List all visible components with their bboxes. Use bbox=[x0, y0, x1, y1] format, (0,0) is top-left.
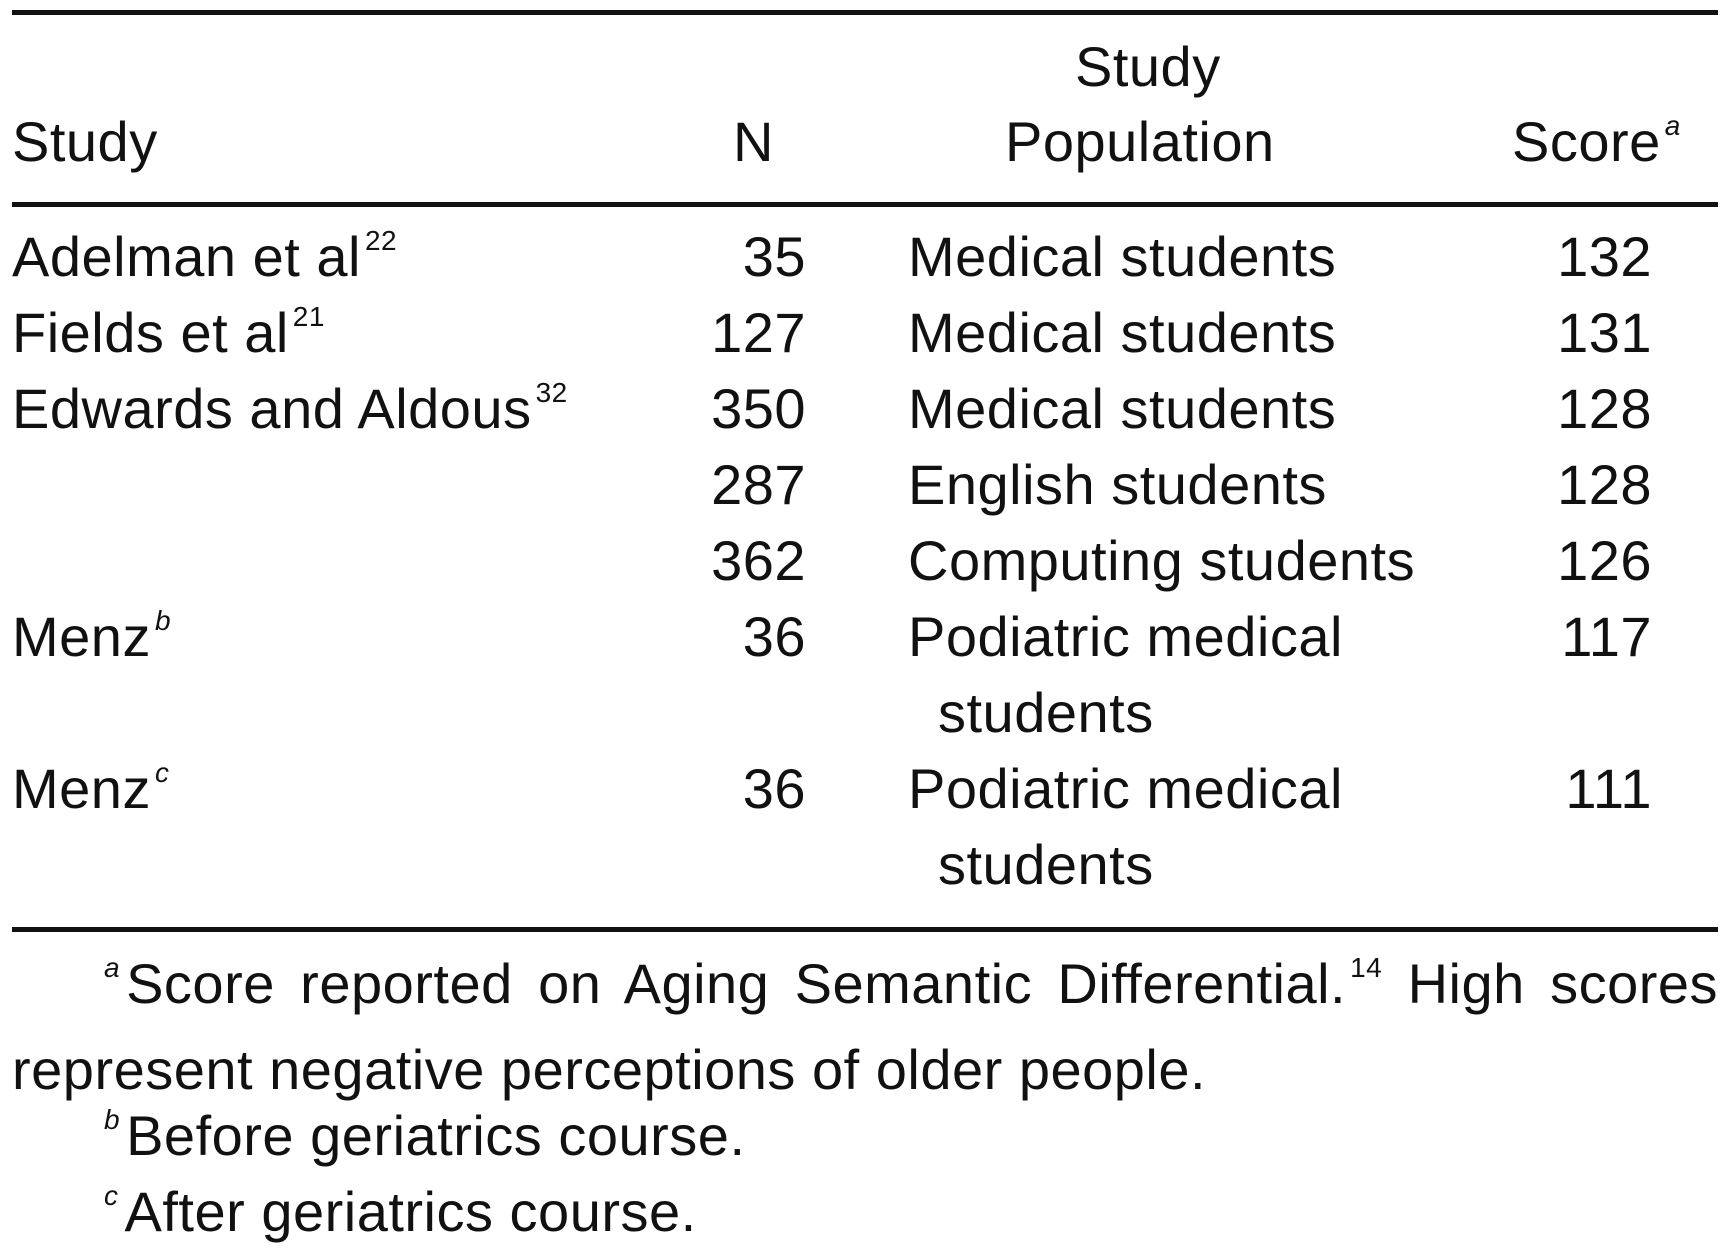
table-row-score: 128 bbox=[1557, 377, 1652, 440]
study-footnote-mark: c bbox=[154, 757, 170, 788]
header-score bbox=[1512, 110, 1681, 174]
table-row-score: 132 bbox=[1557, 225, 1652, 288]
bottom-rule bbox=[12, 927, 1718, 932]
study-reference: 22 bbox=[364, 225, 398, 256]
table-row-score: 126 bbox=[1557, 529, 1652, 592]
table-row-population: Medical students bbox=[908, 301, 1337, 364]
table-row-n: 35 bbox=[742, 225, 806, 288]
table-row-population: English students bbox=[908, 453, 1327, 516]
study-name: Edwards and Aldous bbox=[12, 377, 532, 440]
footnote-a bbox=[12, 946, 1718, 1108]
footnote-c-mark: c bbox=[104, 1180, 119, 1211]
table-row-n: 362 bbox=[711, 529, 806, 592]
table-row-study bbox=[12, 301, 325, 365]
header-population-line2: Population bbox=[1005, 110, 1275, 173]
table-row-population: Computing students bbox=[908, 529, 1416, 592]
footnote-a-text1: Score reported on Aging Semantic Differential. bbox=[126, 952, 1347, 1015]
study-name: Menz bbox=[12, 605, 151, 668]
footnote-c-text: After geriatrics course. bbox=[124, 1180, 697, 1243]
header-study: Study bbox=[12, 110, 158, 173]
table-row-score: 111 bbox=[1565, 757, 1652, 820]
study-footnote-mark: b bbox=[154, 605, 172, 636]
header-population-line1: Study bbox=[1075, 35, 1221, 98]
table-row-population-continued: students bbox=[938, 833, 1154, 896]
table-row-score: 128 bbox=[1557, 453, 1652, 516]
table-row-n: 127 bbox=[711, 301, 806, 364]
footnote-b-text: Before geriatrics course. bbox=[126, 1104, 746, 1167]
footnote-a-mark: a bbox=[104, 952, 121, 983]
header-score-label: Score bbox=[1512, 110, 1661, 173]
table-row-n: 350 bbox=[711, 377, 806, 440]
study-reference: 21 bbox=[292, 301, 325, 332]
table-row-population: Podiatric medical bbox=[908, 757, 1343, 820]
table-row-n: 36 bbox=[742, 605, 806, 668]
footnote-a-text2: High scores represent negative perceptions of older people. bbox=[12, 952, 1719, 1101]
footnote-b bbox=[12, 1098, 1730, 1184]
header-n: N bbox=[733, 110, 774, 173]
table-row-population-continued: students bbox=[938, 681, 1154, 744]
table-row-study bbox=[12, 377, 568, 441]
study-name: Adelman et al bbox=[12, 225, 361, 288]
footnote-a-reference: 14 bbox=[1350, 952, 1383, 983]
table-row-study bbox=[12, 757, 169, 821]
table-row-population: Podiatric medical bbox=[908, 605, 1343, 668]
study-reference: 32 bbox=[535, 377, 568, 408]
study-name: Fields et al bbox=[12, 301, 289, 364]
header-score-footnote-mark: a bbox=[1664, 110, 1681, 141]
top-rule bbox=[12, 10, 1718, 15]
study-name: Menz bbox=[12, 757, 151, 820]
table-row-population: Medical students bbox=[908, 225, 1337, 288]
footnote-b-mark: b bbox=[104, 1104, 121, 1135]
header-rule bbox=[12, 202, 1718, 207]
table-row-study bbox=[12, 225, 397, 289]
table-row-study bbox=[12, 605, 171, 669]
table-row-n: 36 bbox=[742, 757, 806, 820]
footnote-c bbox=[12, 1174, 1730, 1260]
table-row-n: 287 bbox=[711, 453, 806, 516]
table-row-population: Medical students bbox=[908, 377, 1337, 440]
table-row-score: 131 bbox=[1557, 301, 1652, 364]
table-row-score: 117 bbox=[1561, 605, 1652, 668]
